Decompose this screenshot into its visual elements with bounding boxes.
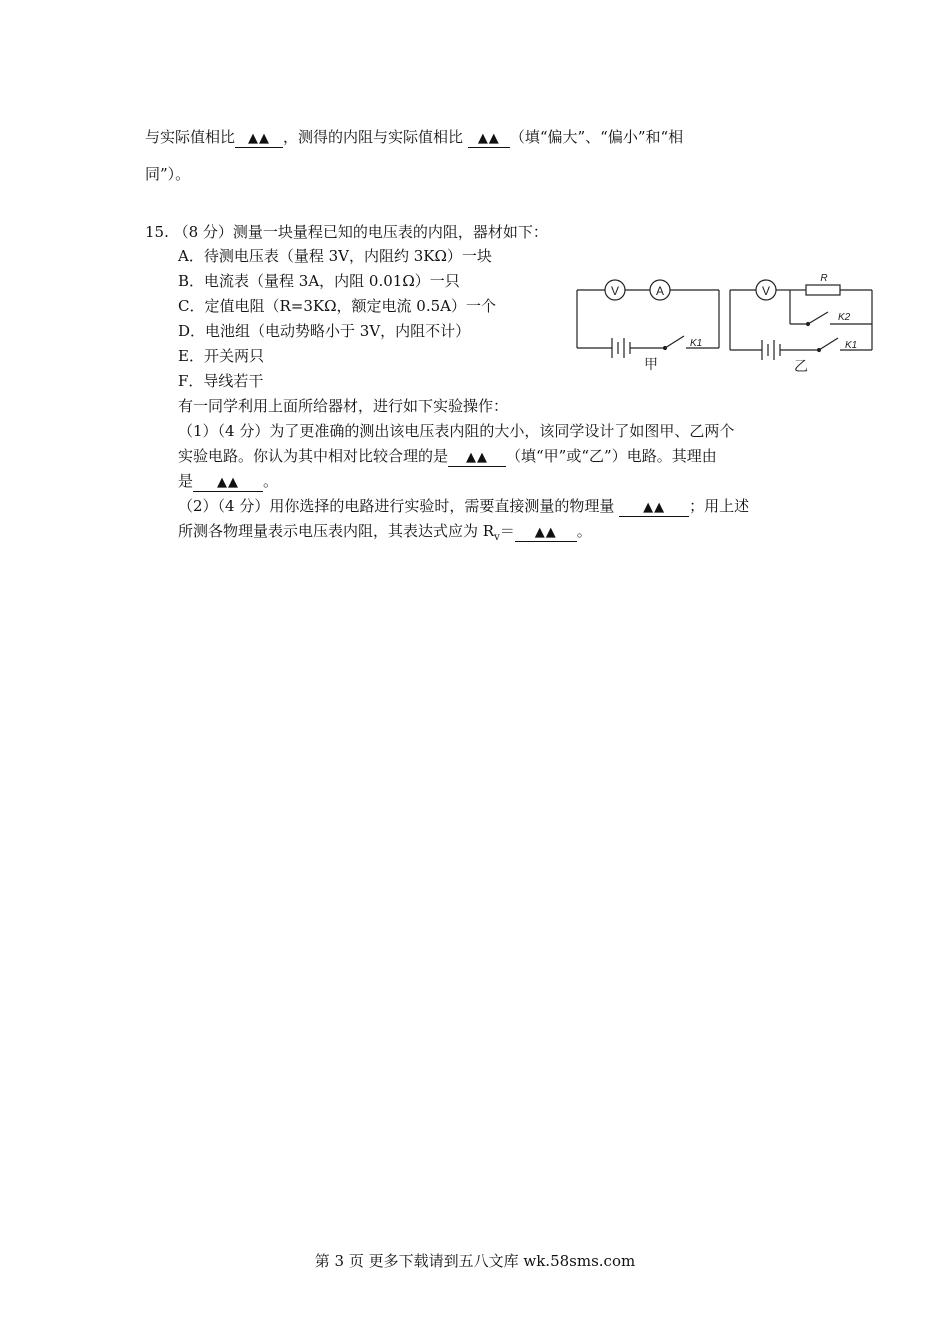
answer-blank[interactable]: ▲▲ — [193, 475, 263, 492]
answer-blank[interactable]: ▲▲ — [448, 450, 506, 467]
text-fragment: （2）（4 分）用你选择的电路进行实验时，需要直接测量的物理量 — [178, 497, 615, 515]
voltmeter-label: V — [761, 284, 771, 298]
answer-blank[interactable]: ▲▲ — [468, 131, 510, 148]
text-fragment: 。 — [576, 522, 592, 540]
circuit-jia — [577, 280, 719, 372]
answer-blank[interactable]: ▲▲ — [515, 525, 577, 542]
circuit-yi — [730, 273, 872, 374]
sub-question-2-line2 — [178, 520, 592, 549]
text-fragment: ；用上述 — [689, 497, 750, 515]
text-line: 同”）。 — [145, 165, 191, 183]
text-fragment: ＝ — [499, 522, 515, 540]
question-header: 15. （8 分）测量一块量程已知的电压表的内阻，器材如下： — [145, 223, 548, 241]
subscript-v: v — [494, 532, 500, 543]
text-fragment: 与实际值相比 — [145, 128, 236, 146]
voltmeter-label: V — [610, 284, 620, 298]
resistor-label: R — [820, 273, 828, 284]
option-item: F．导线若干 — [178, 372, 264, 390]
caption-yi: 乙 — [794, 358, 808, 374]
ammeter-label: A — [655, 284, 665, 298]
sub-question-1-line2 — [178, 445, 717, 467]
text-fragment: （填“甲”或“乙”）电路。其理由 — [506, 447, 717, 465]
switch-k1-label: K1 — [845, 340, 858, 351]
page-footer: 第 3 页 更多下载请到五八文库 wk.58sms.com — [314, 1252, 636, 1270]
resistor-icon — [806, 285, 840, 295]
sub-question-1-line3 — [178, 470, 278, 492]
text-fragment: 。 — [263, 472, 279, 490]
option-item: C．定值电阻（R=3KΩ，额定电流 0.5A）一个 — [178, 297, 496, 315]
option-item: E．开关两只 — [178, 347, 264, 365]
option-item: D．电池组（电动势略小于 3V，内阻不计） — [178, 322, 471, 340]
answer-blank[interactable]: ▲▲ — [235, 131, 283, 148]
switch-k1-label: K1 — [690, 338, 703, 349]
answer-blank[interactable]: ▲▲ — [619, 500, 689, 517]
text-fragment: （填“偏大”、“偏小”和“相 — [509, 128, 684, 146]
text-line — [145, 126, 683, 148]
caption-jia: 甲 — [644, 356, 658, 372]
text-fragment: 实验电路。你认为其中相对比较合理的是 — [178, 447, 449, 465]
switch-k2-label: K2 — [838, 312, 851, 323]
text-fragment: 所测各物理量表示电压表内阻，其表达式应为 R — [178, 522, 495, 540]
circuit-diagrams — [572, 270, 882, 380]
text-fragment: 是 — [178, 472, 194, 490]
sub-question-1: （1）（4 分）为了更准确的测出该电压表内阻的大小，该同学设计了如图甲、乙两个 — [178, 422, 735, 440]
option-item: B．电流表（量程 3A，内阻 0.01Ω）一只 — [178, 272, 460, 290]
text-fragment: ，测得的内阻与实际值相比 — [283, 128, 464, 146]
option-item: A．待测电压表（量程 3V，内阻约 3KΩ）一块 — [178, 247, 492, 265]
intro-text: 有一同学利用上面所给器材，进行如下实验操作： — [178, 397, 509, 415]
sub-question-2 — [178, 495, 749, 517]
